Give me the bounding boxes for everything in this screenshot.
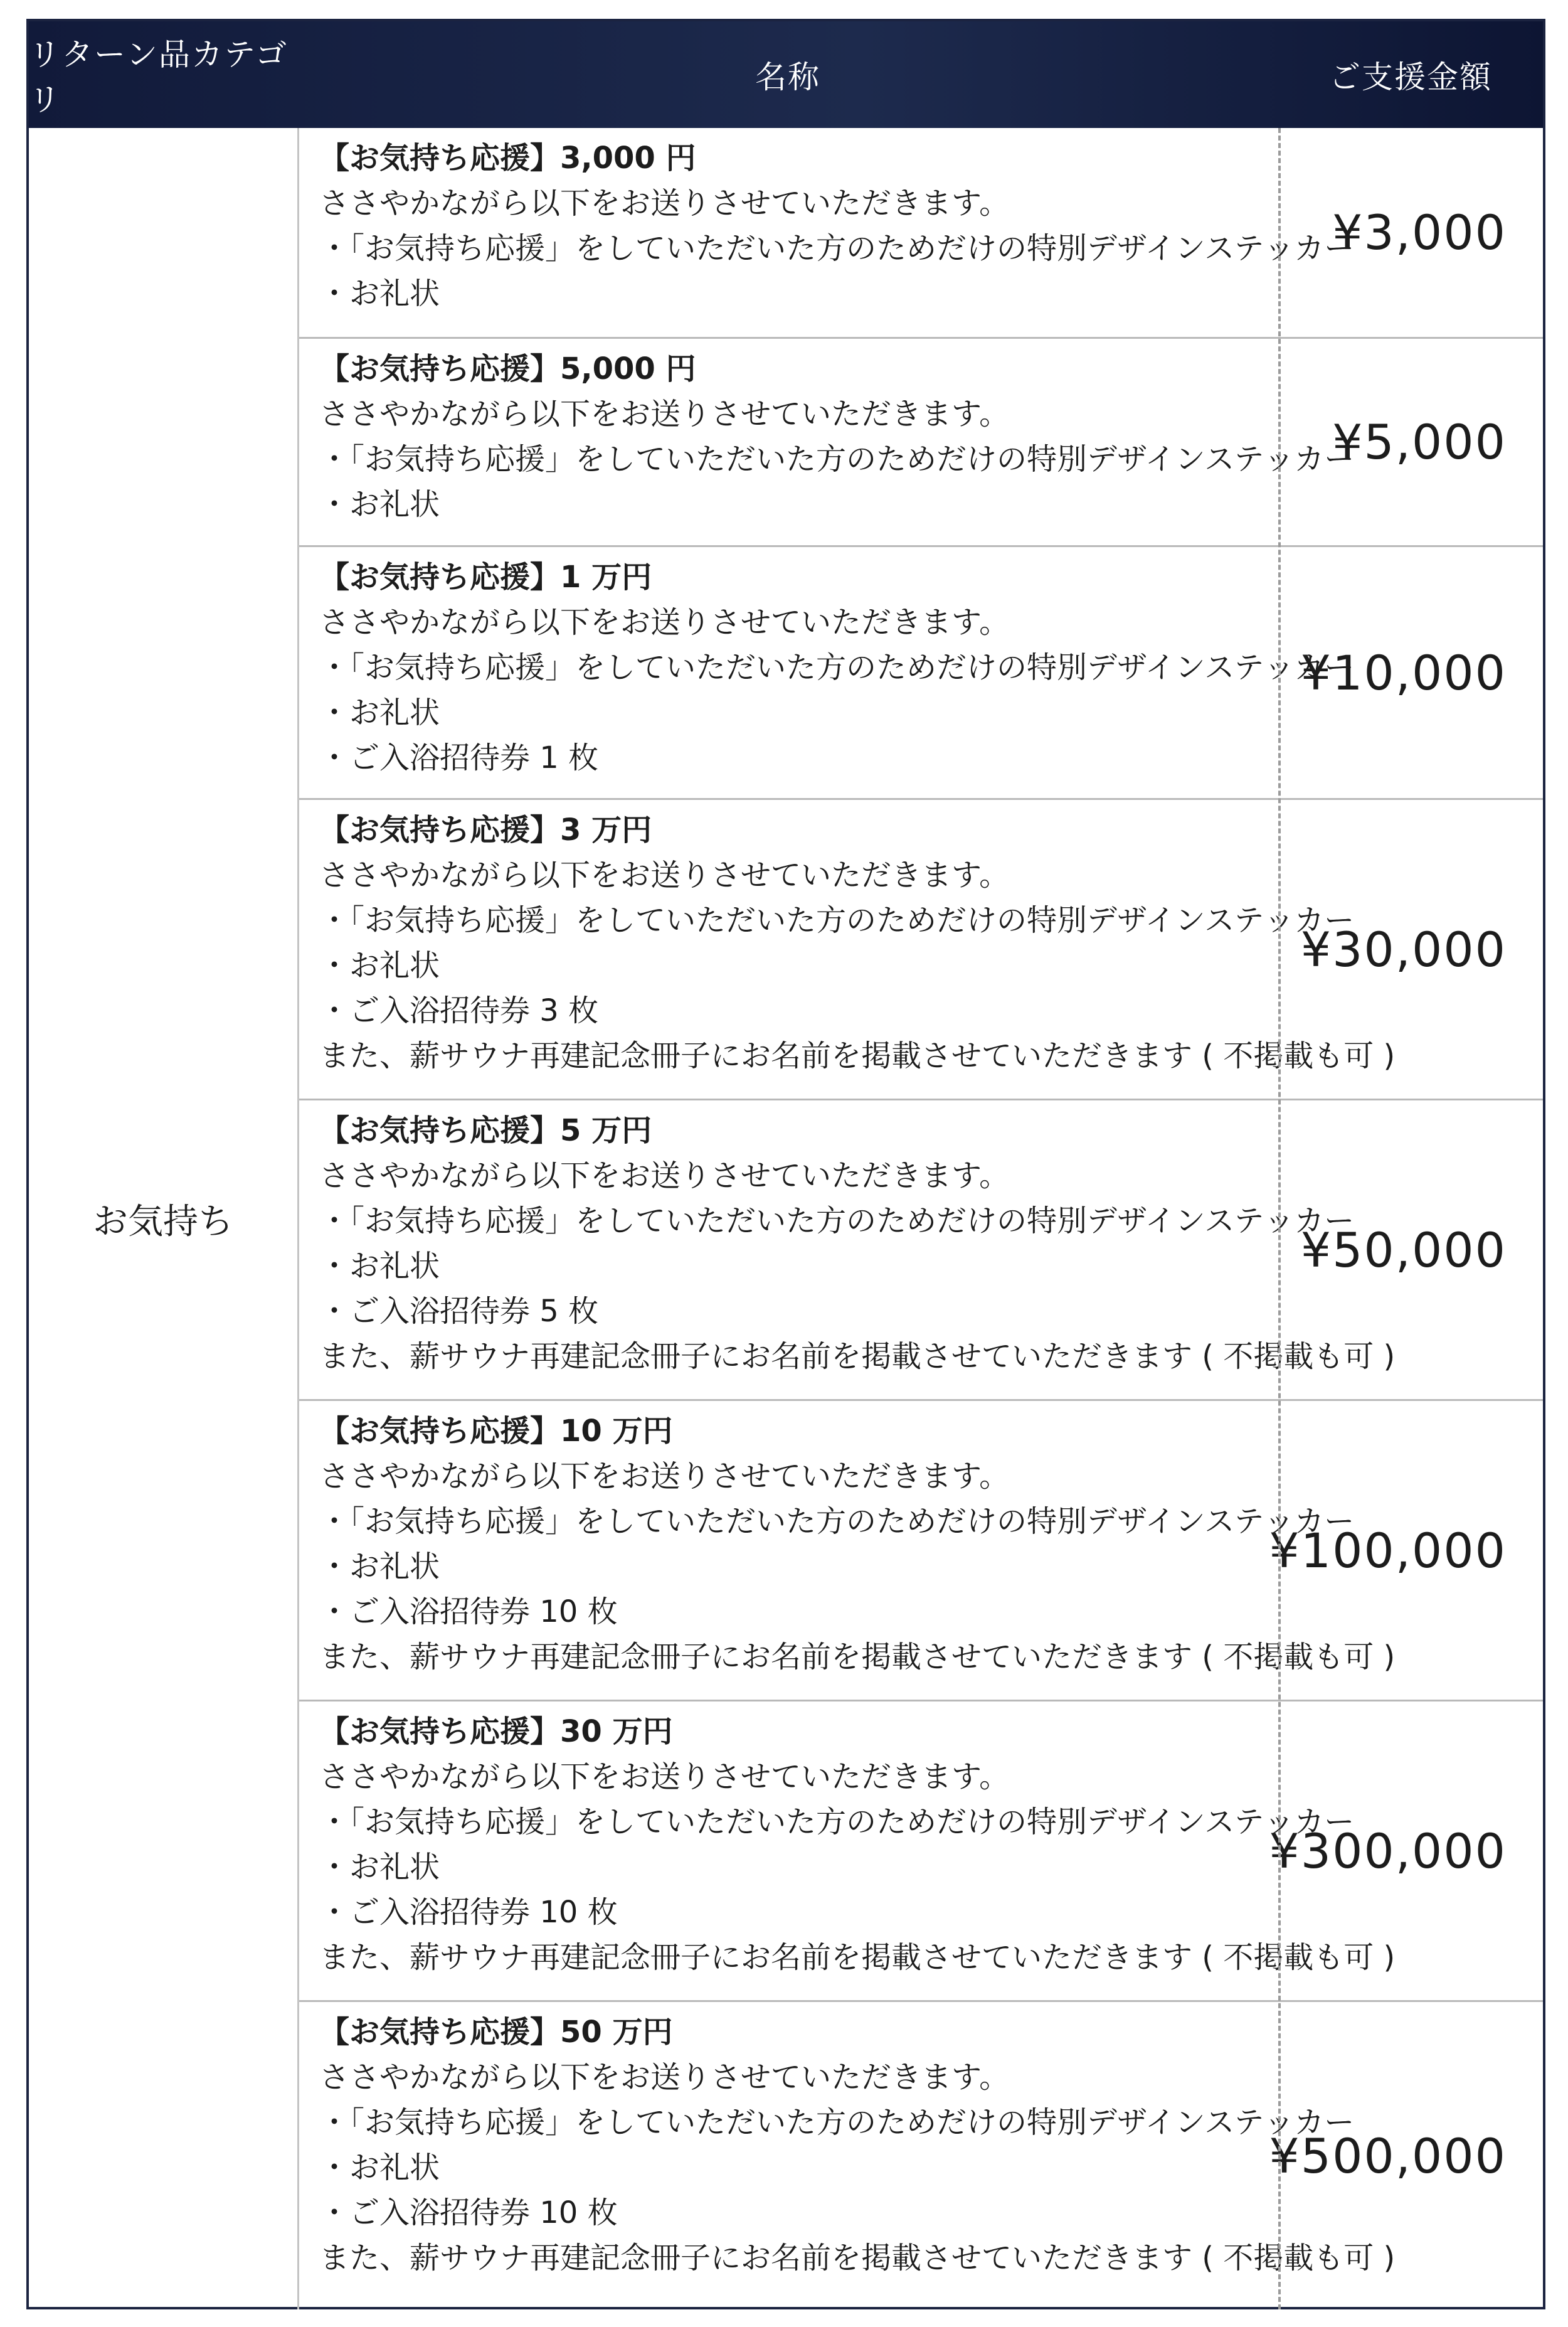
row-detail-line: ・ご入浴招待券 3 枚 <box>319 993 599 1028</box>
row-detail-line: ささやかながら以下をお送りさせていただきます。 <box>319 186 1010 221</box>
table-row <box>299 2000 1543 2309</box>
row-title: 【お気持ち応援】30 万円 <box>319 1714 673 1749</box>
row-detail-line: ・お礼状 <box>319 948 440 983</box>
header-name: 名称 <box>755 59 820 95</box>
row-name-cell <box>319 346 1355 527</box>
table-row <box>299 798 1543 1099</box>
row-detail-line: ・「お気持ち応援」をしていただいた方のためだけの特別デザインステッカー <box>319 1203 1355 1238</box>
row-price: ¥10,000 <box>1300 644 1507 701</box>
table-row <box>299 128 1543 337</box>
table-row <box>299 1399 1543 1700</box>
row-detail-line: ささやかながら以下をお送りさせていただきます。 <box>319 397 1010 432</box>
row-detail-line: ・「お気持ち応援」をしていただいた方のためだけの特別デザインステッカー <box>319 442 1355 477</box>
row-price: ¥5,000 <box>1332 414 1507 470</box>
table-row <box>299 337 1543 545</box>
row-price: ¥3,000 <box>1332 205 1507 260</box>
row-name-cell <box>319 1108 1396 1379</box>
row-detail-line: ・「お気持ち応援」をしていただいた方のためだけの特別デザインステッカー <box>319 650 1355 685</box>
row-detail-line: ・ご入浴招待券 10 枚 <box>319 1594 618 1629</box>
row-detail-line: また、薪サウナ再建記念冊子にお名前を掲載させていただきます ( 不掲載も可 ) <box>319 2240 1396 2276</box>
dashed-column-divider <box>1278 128 1281 2309</box>
row-detail-line: ささやかながら以下をお送りさせていただきます。 <box>319 2060 1010 2095</box>
row-detail-line: ささやかながら以下をお送りさせていただきます。 <box>319 858 1010 893</box>
row-price: ¥300,000 <box>1269 1823 1507 1879</box>
header-category: リターン品カテゴリ <box>29 36 288 118</box>
row-name-cell <box>319 555 1355 780</box>
row-detail-line: また、薪サウナ再建記念冊子にお名前を掲載させていただきます ( 不掲載も可 ) <box>319 1038 1396 1073</box>
row-detail-line: ・「お気持ち応援」をしていただいた方のためだけの特別デザインステッカー <box>319 2105 1355 2140</box>
row-detail-line: また、薪サウナ再建記念冊子にお名前を掲載させていただきます ( 不掲載も可 ) <box>319 1940 1396 1975</box>
row-detail-line: ・「お気持ち応援」をしていただいた方のためだけの特別デザインステッカー <box>319 1504 1355 1539</box>
table-row <box>299 1700 1543 2000</box>
row-detail-line: ・お礼状 <box>319 1249 440 1284</box>
table-row <box>299 1099 1543 1399</box>
row-price: ¥500,000 <box>1269 2127 1507 2184</box>
row-detail-line: ・お礼状 <box>319 695 440 730</box>
header-amount: ご支援金額 <box>1329 59 1492 95</box>
row-detail-line: また、薪サウナ再建記念冊子にお名前を掲載させていただきます ( 不掲載も可 ) <box>319 1639 1396 1675</box>
row-detail-line: ・お礼状 <box>319 1850 440 1885</box>
row-detail-line: ささやかながら以下をお送りさせていただきます。 <box>319 1759 1010 1794</box>
row-title: 【お気持ち応援】3 万円 <box>319 812 652 848</box>
row-detail-line: ・「お気持ち応援」をしていただいた方のためだけの特別デザインステッカー <box>319 903 1355 938</box>
row-detail-line: ・ご入浴招待券 10 枚 <box>319 1895 618 1930</box>
row-detail-line: ・「お気持ち応援」をしていただいた方のためだけの特別デザインステッカー <box>319 1804 1355 1840</box>
row-detail-line: ・「お気持ち応援」をしていただいた方のためだけの特別デザインステッカー <box>319 231 1355 266</box>
row-detail-line: ・お礼状 <box>319 487 440 522</box>
row-title: 【お気持ち応援】3,000 円 <box>319 141 696 176</box>
row-title: 【お気持ち応援】1 万円 <box>319 560 652 595</box>
row-detail-line: ささやかながら以下をお送りさせていただきます。 <box>319 1158 1010 1193</box>
row-detail-line: ・お礼状 <box>319 1549 440 1584</box>
row-detail-line: ・お礼状 <box>319 276 440 311</box>
row-title: 【お気持ち応援】5 万円 <box>319 1113 652 1148</box>
return-table <box>26 19 1545 2309</box>
row-title: 【お気持ち応援】10 万円 <box>319 1414 673 1449</box>
row-price: ¥50,000 <box>1300 1222 1507 1278</box>
table-header <box>29 21 1543 128</box>
row-name-cell <box>319 807 1396 1078</box>
row-detail-line: また、薪サウナ再建記念冊子にお名前を掲載させていただきます ( 不掲載も可 ) <box>319 1339 1396 1374</box>
row-detail-line: ・ご入浴招待券 10 枚 <box>319 2195 618 2230</box>
row-name-cell <box>319 136 1355 316</box>
row-title: 【お気持ち応援】5,000 円 <box>319 351 696 386</box>
row-detail-line: ・ご入浴招待券 1 枚 <box>319 740 599 775</box>
category-cell: お気持ち <box>93 1201 233 1242</box>
row-detail-line: ・お礼状 <box>319 2150 440 2185</box>
row-title: 【お気持ち応援】50 万円 <box>319 2015 673 2050</box>
row-price: ¥100,000 <box>1269 1522 1507 1579</box>
row-detail-line: ささやかながら以下をお送りさせていただきます。 <box>319 1459 1010 1494</box>
table-row <box>299 545 1543 798</box>
row-detail-line: ささやかながら以下をお送りさせていただきます。 <box>319 605 1010 640</box>
row-detail-line: ・ご入浴招待券 5 枚 <box>319 1294 599 1329</box>
row-price: ¥30,000 <box>1300 921 1507 977</box>
